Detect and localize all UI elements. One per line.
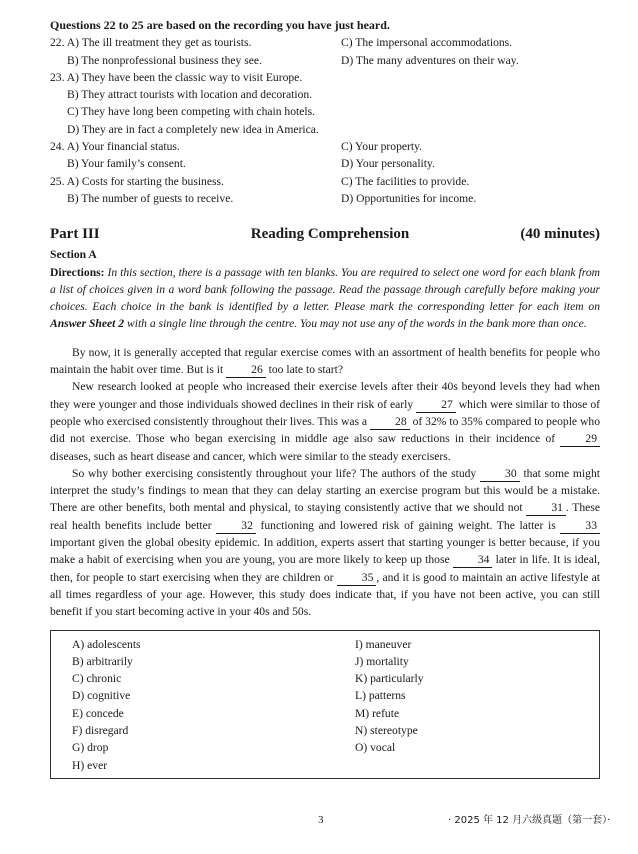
blank-27: 27 bbox=[416, 398, 456, 413]
word-bank-left bbox=[72, 636, 355, 774]
option-22d: D) The many adventures on their way. bbox=[341, 53, 519, 67]
option-25d: D) Opportunities for income. bbox=[341, 191, 477, 205]
part-label: Part III bbox=[50, 226, 100, 243]
paragraph-1: By now, it is generally accepted that regular exercise comes with an assortment of health benefits for people who maintain the habit over time. But is it 26 too late to start? bbox=[50, 345, 600, 377]
blank-33: 33 bbox=[560, 519, 600, 534]
word-option: F) disregard bbox=[72, 723, 129, 737]
question-25: 25. A) Costs for starting the business. C) The facilities to provide. bbox=[50, 173, 600, 190]
section-label: Section A bbox=[50, 248, 97, 262]
option-25a: A) Costs for starting the business. bbox=[66, 174, 224, 188]
blank-32: 32 bbox=[216, 519, 256, 534]
paragraph-2: New research looked at people who increased their exercise levels after their 40s beyond levels they had when they were younger and those individuals showed declines in their risk of early 27 which were similar to those of people who exercised consistently throughout their lives. This was a 28 of 32% to 35% compared to people who did not exercise. Those who began exercising in middle age also saw reductions in their incidence of 29 diseases, such as heart disease and cancer, which were similar to the steady exercisers. bbox=[50, 380, 600, 463]
exam-page bbox=[50, 17, 600, 779]
option-25c: C) The facilities to provide. bbox=[341, 174, 470, 188]
listening-heading: Questions 22 to 25 are based on the recording you have just heard. bbox=[50, 18, 390, 32]
part-header bbox=[50, 224, 600, 244]
question-23: 23. A) They have been the classic way to visit Europe. B) They attract tourists with location and decoration. C) They have long been competing with chain hotels. D) They are in fact a completely new idea in America. bbox=[50, 69, 600, 138]
option-22c: C) The impersonal accommodations. bbox=[341, 36, 513, 50]
option-22a: A) The ill treatment they get as tourists. bbox=[66, 36, 252, 50]
word-option: L) patterns bbox=[355, 689, 406, 703]
exam-source: · 2025 年 12 月六级真题（第一套）· bbox=[448, 815, 611, 826]
directions-label: Directions: bbox=[50, 265, 105, 279]
option-23a: A) They have been the classic way to visit Europe. bbox=[66, 70, 303, 84]
page-number: 3 bbox=[318, 814, 324, 826]
word-option: I) maneuver bbox=[355, 637, 412, 651]
word-option: B) arbitrarily bbox=[72, 654, 133, 668]
option-23c: C) They have long been competing with chain hotels. bbox=[67, 105, 316, 119]
word-bank-right bbox=[355, 636, 424, 774]
paragraph-3: So why bother exercising consistently throughout your life? The authors of the study 30 that some might interpret the study’s findings to mean that they can delay starting an exercise program but this would be a mistake. There are other benefits, both mental and physical, to staying consistently active that we should not 31 . These real health benefits include better 32 functioning and lowered risk of gaining weight. The latter is 33 important given the global obesity epidemic. In addition, experts assert that starting younger is better because, if you make a habit of exercising when you are young, you are more likely to keep up those 34 later in life. It is ideal, then, for people to start exercising when they are children or 35 , and it is good to maintain an active lifestyle at all times regardless of your age. However, this study does indicate that, if you have not been active, you can still benefit if you start becoming active in your 40s and 50s. bbox=[50, 466, 600, 619]
option-23d: D) They are in fact a completely new idea in America. bbox=[67, 122, 319, 136]
option-22b: B) The nonprofessional business they see. bbox=[67, 53, 262, 67]
option-24b: B) Your family’s consent. bbox=[67, 157, 186, 171]
option-25b: B) The number of guests to receive. bbox=[67, 191, 234, 205]
option-23b: B) They attract tourists with location and decoration. bbox=[67, 88, 313, 102]
word-option: N) stereotype bbox=[355, 723, 418, 737]
word-option: G) drop bbox=[72, 741, 109, 755]
blank-28: 28 bbox=[370, 415, 410, 430]
passage bbox=[50, 344, 600, 621]
option-24c: C) Your property. bbox=[341, 140, 423, 154]
directions: Directions: In this section, there is a passage with ten blanks. You are required to select one word for each blank from a list of choices given in a word bank following the passage. Read the passage through carefully before making your choices. Each choice in the bank is identified by a letter. Please mark the corresponding letter for each item on Answer Sheet 2 with a single line through the centre. You may not use any of the words in the bank more than once. bbox=[50, 265, 600, 331]
blank-26: 26 bbox=[226, 363, 266, 378]
word-option: D) cognitive bbox=[72, 689, 131, 703]
word-option: O) vocal bbox=[355, 741, 396, 755]
part-title: Reading Comprehension bbox=[250, 226, 410, 243]
option-24a: A) Your financial status. bbox=[66, 140, 180, 154]
word-option: H) ever bbox=[72, 758, 108, 772]
option-24d: D) Your personality. bbox=[341, 157, 435, 171]
question-22: 22. A) The ill treatment they get as tourists. C) The impersonal accommodations. bbox=[50, 34, 600, 51]
answer-sheet-ref: Answer Sheet 2 bbox=[50, 317, 125, 331]
word-option: C) chronic bbox=[72, 672, 122, 686]
word-option: A) adolescents bbox=[72, 637, 141, 651]
question-24: 24. A) Your financial status. C) Your property. bbox=[50, 138, 600, 155]
blank-34: 34 bbox=[453, 553, 493, 568]
blank-35: 35 bbox=[337, 571, 377, 586]
word-option: M) refute bbox=[355, 706, 400, 720]
word-option: J) mortality bbox=[355, 654, 409, 668]
part-time: (40 minutes) bbox=[520, 226, 600, 243]
word-bank bbox=[50, 630, 600, 779]
word-option: K) particularly bbox=[355, 672, 424, 686]
blank-30: 30 bbox=[480, 467, 520, 482]
word-option: E) concede bbox=[72, 706, 124, 720]
blank-29: 29 bbox=[560, 432, 600, 447]
blank-31: 31 bbox=[526, 501, 566, 516]
